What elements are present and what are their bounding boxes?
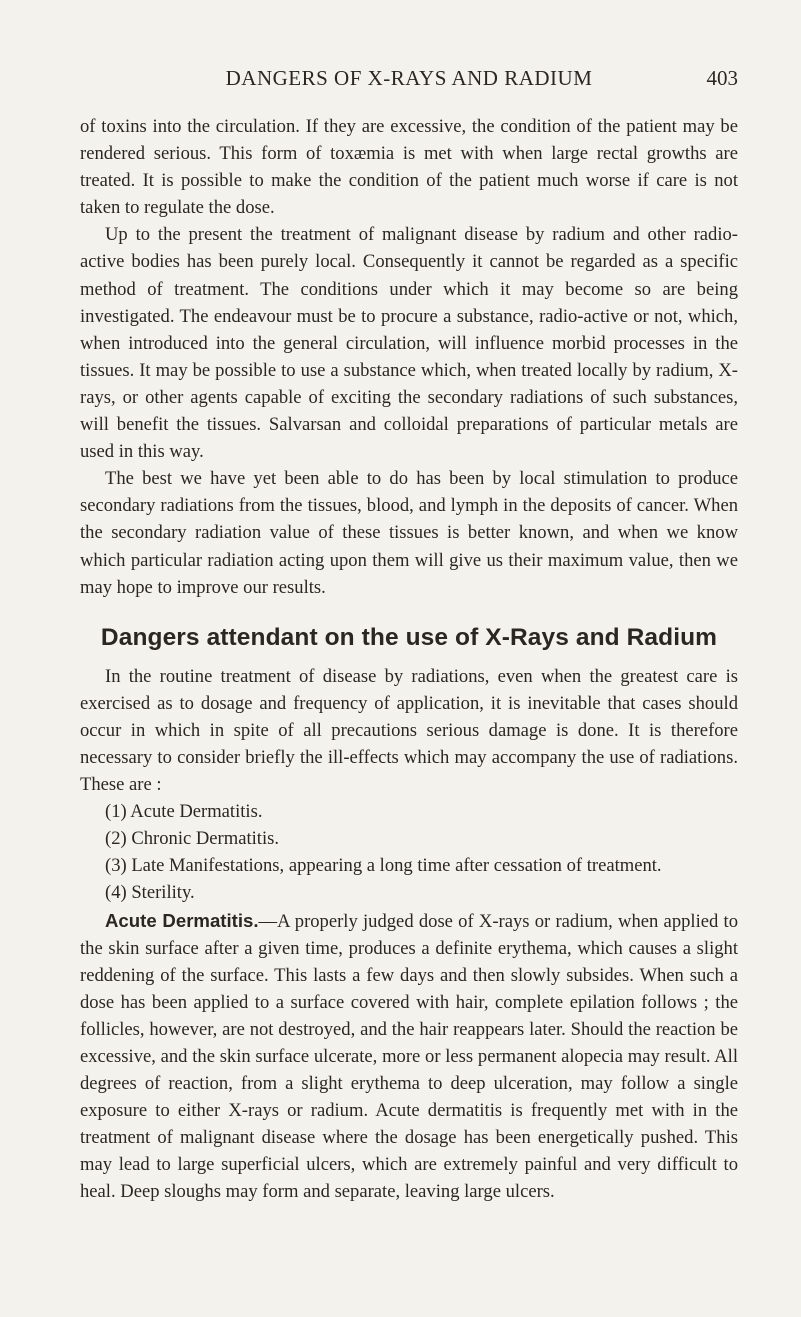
section-heading: Dangers attendant on the use of X-Rays and Radium [100,623,718,651]
subsection-text: —A properly judged dose of X-rays or radium, when applied to the skin surface after a given time, produces a definite erythema, which causes a slight reddening of the surface. This lasts a few days and then slowly subsides. When such a dose has been applied to a surface covered with hair, complete epilation follows ; the follicles, however, are not destroyed, and the hair reappears later. Should the reaction be excessive, and the skin surface ulcerate, more or less permanent alopecia may result. All degrees of reaction, from a slight erythema to deep ulceration, may follow a single exposure to either X-rays or radium. Acute dermatitis is frequently met with in the treatment of malignant disease where the dosage has been energetically pushed. This may lead to large superficial ulcers, which are extremely painful and very difficult to heal. Deep sloughs may form and separate, leaving large ulcers. [80,910,738,1203]
list-item-sterility: (4) Sterility. [105,882,195,904]
paragraph-continued: of toxins into the circulation. If they are excessive, the condition of the patient may be rendered serious. This form of toxæmia is met with when large rectal growths are treated. It is possible to make the condition of the patient much worse if care is not taken to regulate the dose. [80,116,738,219]
section-intro: In the routine treatment of disease by radiations, even when the greatest care is exercised as to dosage and frequency of application, it is inevitable that cases should occur in which in spite of all precautions serious damage is done. It is therefore necessary to consider briefly the ill-effects which may accompany the use of radiations. These are : [80,665,738,796]
page-number: 403 [706,66,738,90]
list-item-acute-dermatitis: (1) Acute Dermatitis. [105,801,263,823]
paragraph-secondary-radiations: The best we have yet been able to do has been by local stimulation to produce secondary radiations from the tissues, blood, and lymph in the deposits of cancer. When the secondary radiation value of these tissues is better known, and when we know which particular radiation acting upon them will give us their maximum value, then we may hope to improve our results. [80,468,738,598]
subsection-acute-dermatitis [80,907,738,1206]
list-item-late-manifestations: (3) Late Manifestations, appearing a long time after cessation of treatment. [105,855,662,877]
running-head [80,66,738,96]
list-item-chronic-dermatitis: (2) Chronic Dermatitis. [105,828,280,850]
running-title: DANGERS OF X-RAYS AND RADIUM [225,66,593,90]
body-text [80,113,738,1206]
run-in-heading: Acute Dermatitis. [105,909,259,931]
paragraph-radium-local: Up to the present the treatment of malignant disease by radium and other radio-active bodies has been purely local. Consequently it cannot be regarded as a specific method of treatment. The conditions under which it may become so are being investigated. The endeavour must be to procure a substance, radio-active or not, which, when introduced into the general circulation, will influence morbid processes in the tissues. It may be possible to use a substance which, when treated locally by radium, X-rays, or other agents capable of exciting the secondary radiations of such substances, will benefit the tissues. Salvarsan and colloidal preparations of particular metals are used in this way. [80,224,738,463]
